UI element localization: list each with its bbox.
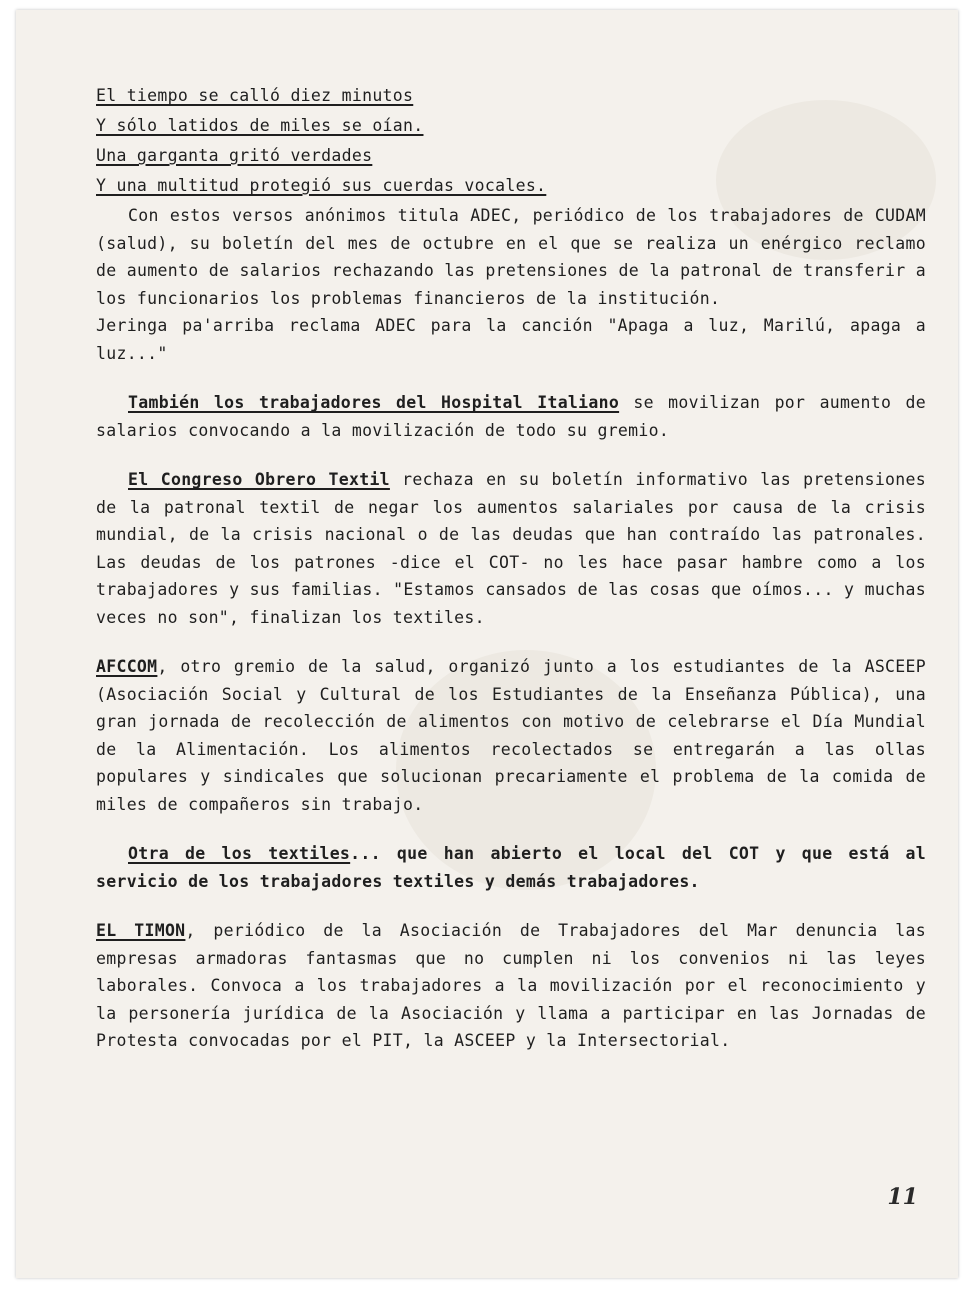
hospital-lead: También los trabajadores del Hospital Italiano xyxy=(128,393,620,412)
verse-line: Una garganta gritó verdades xyxy=(96,146,373,165)
verse-line: Y sólo latidos de miles se oían. xyxy=(96,116,424,135)
article-body xyxy=(96,82,926,1055)
textiles-paragraph: Otra de los textiles... que han abierto el local del COT y que está al servicio de los trabajadores textiles y demás trabajadores. xyxy=(96,844,926,891)
verse-line: Y una multitud protegió sus cuerdas vocales. xyxy=(96,176,547,195)
hospital-paragraph: También los trabajadores del Hospital Italiano se movilizan por aumento de salarios convocando a la movilización de todo su gremio. xyxy=(96,393,926,440)
document-page xyxy=(16,10,958,1278)
intro-paragraph: Con estos versos anónimos titula ADEC, periódico de los trabajadores de CUDAM (salud), su boletín del mes de octubre en el que se realiza un enérgico reclamo de aumento de salarios rechazando las pretensiones de la patronal de transferir a los funcionarios los problemas financieros de la institución. xyxy=(96,206,926,308)
afccom-lead: AFCCOM xyxy=(96,657,158,676)
congreso-lead: El Congreso Obrero Textil xyxy=(128,470,390,489)
verse-line: El tiempo se calló diez minutos xyxy=(96,86,414,105)
congreso-paragraph: El Congreso Obrero Textil rechaza en su boletín informativo las pretensiones de la patronal textil de negar los aumentos salariales por causa de la crisis mundial, de la crisis nacional o de las deudas que han contraído las patronales. Las deudas de los patrones -dice el COT- no les hace pasar hambre como a los trabajadores y sus familias. "Estamos cansados de las cosas que oímos... y muchas veces no son", finalizan los textiles. xyxy=(96,470,926,627)
textiles-lead: Otra de los textiles xyxy=(128,844,351,863)
timon-paragraph: EL TIMON, periódico de la Asociación de Trabajadores del Mar denuncia las empresas armadoras fantasmas que no cumplen ni los convenios ni las leyes laborales. Convoca a los trabajadores a la movilización por el reconocimiento y la personería jurídica de la Asociación y llama a participar en las Jornadas de Protesta convocadas por el PIT, la ASCEEP y la Intersectorial. xyxy=(96,921,927,1050)
timon-lead: EL TIMON xyxy=(96,921,186,940)
jeringa-paragraph: Jeringa pa'arriba reclama ADEC para la canción "Apaga a luz, Marilú, apaga a luz..." xyxy=(96,316,926,363)
page-number: 11 xyxy=(887,1184,918,1210)
afccom-paragraph: AFCCOM, otro gremio de la salud, organizó junto a los estudiantes de la ASCEEP (Asociación Social y Cultural de los Estudiantes de la Enseñanza Pública), una gran jornada de recolección de alimentos con motivo de celebrarse el Día Mundial de la Alimentación. Los alimentos recolectados se entregarán a las ollas populares y sindicales que solucionan precariamente el problema de la comida de miles de compañeros sin trabajo. xyxy=(96,657,926,814)
